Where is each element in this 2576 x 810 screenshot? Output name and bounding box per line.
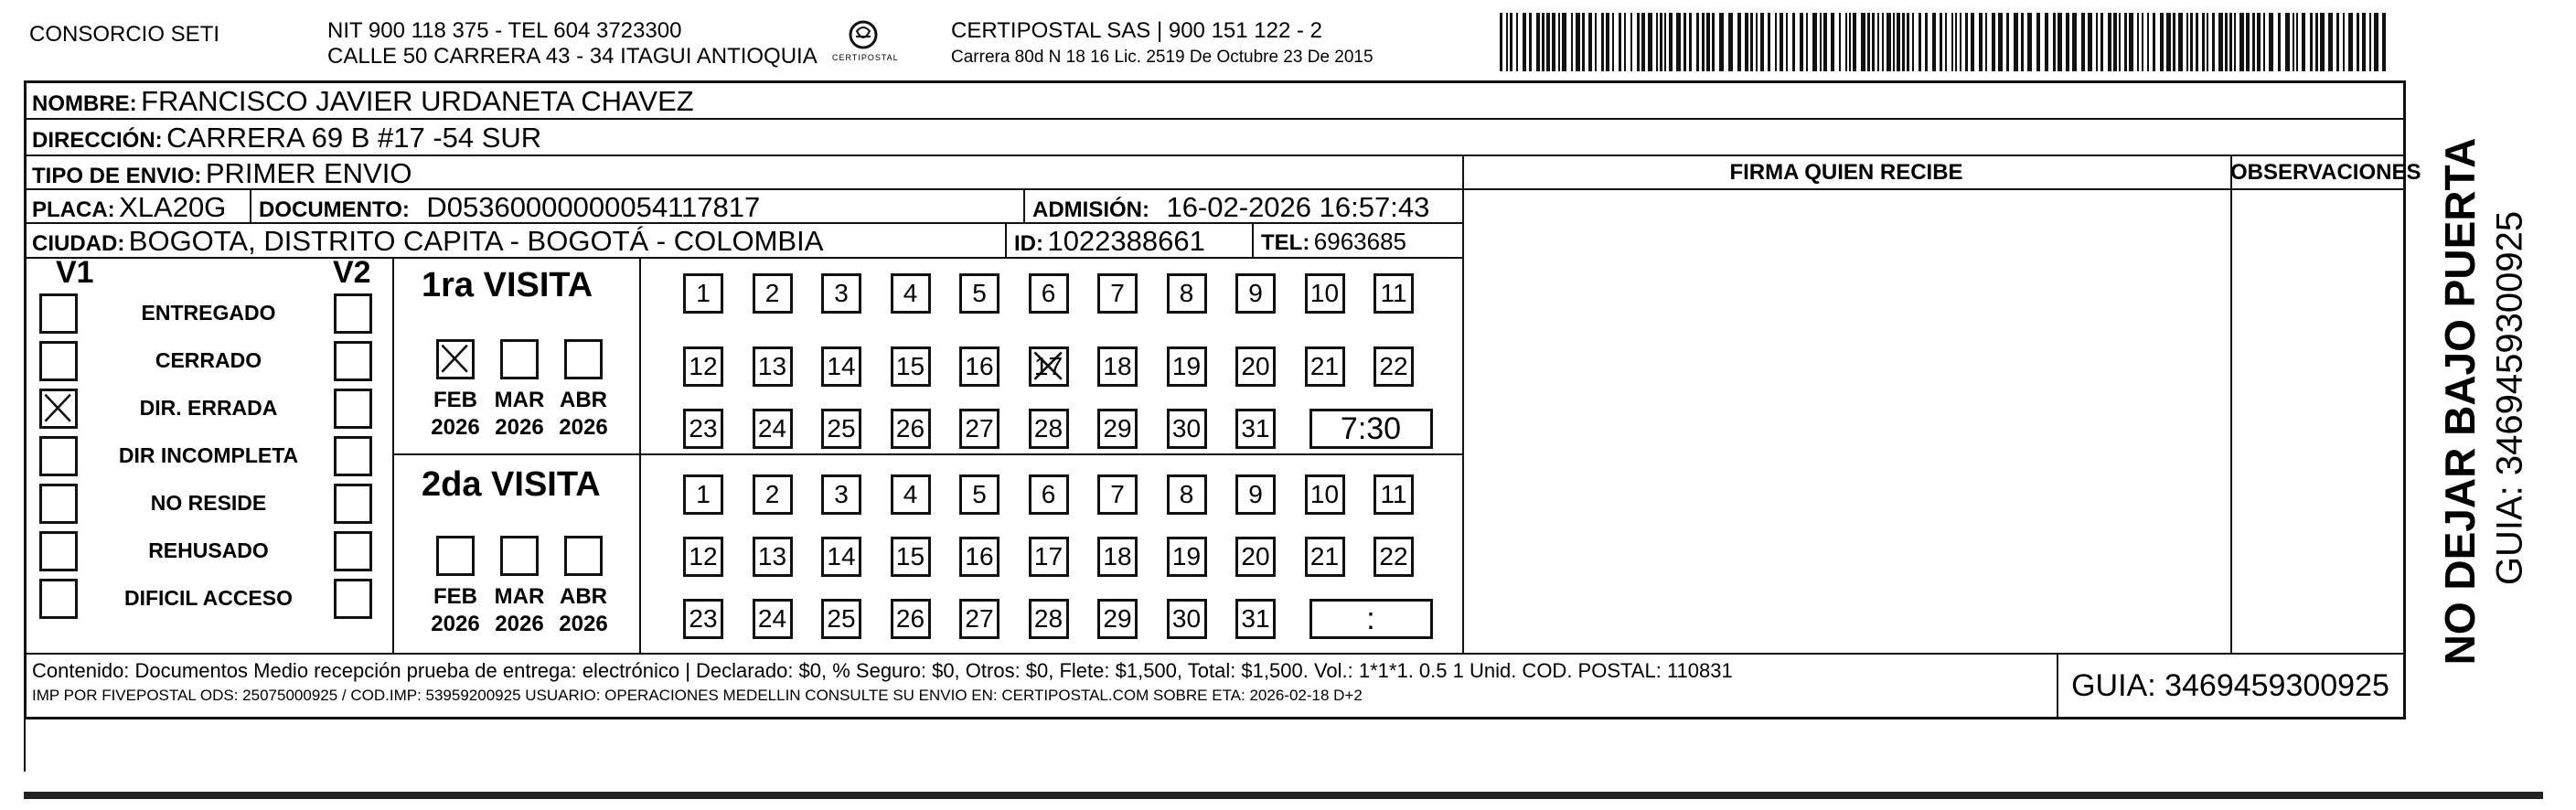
day-box[interactable]: 4 [891,474,931,515]
v2-checkbox[interactable] [334,484,372,524]
direccion-label: DIRECCIÓN: [32,128,163,153]
placa-cell [32,191,226,224]
day-box[interactable]: 6 [1029,273,1069,314]
month-year: 2026 [495,415,544,440]
day-box[interactable]: 11 [1374,474,1414,515]
direccion-value: CARRERA 69 B #17 -54 SUR [166,122,542,154]
day-box[interactable]: 1 [683,273,723,314]
month-year: 2026 [431,612,480,636]
observaciones-header: OBSERVACIONES [2230,160,2421,185]
address-line: CALLE 50 CARRERA 43 - 34 ITAGUI ANTIOQUIA [327,44,818,69]
day-box[interactable]: 5 [959,273,999,314]
day-box[interactable]: 1 [683,474,723,515]
documento-label: DOCUMENTO: [259,197,410,222]
day-box[interactable]: 14 [821,346,861,387]
day-box[interactable]: 20 [1235,537,1276,577]
day-box[interactable]: 13 [753,346,793,387]
day-box[interactable]: 29 [1097,599,1138,639]
day-box[interactable]: 24 [753,599,793,639]
nombre-row [32,85,694,118]
day-number: 17 [1033,352,1064,380]
v1-checkbox[interactable] [39,531,78,571]
day-box[interactable]: 25 [821,599,861,639]
day-box[interactable]: 4 [891,273,931,314]
admision-value: 16-02-2026 16:57:43 [1166,191,1430,223]
month-checkbox[interactable] [500,536,539,576]
day-box[interactable]: 19 [1167,346,1207,387]
ciudad-cell [32,225,823,258]
visit1-title: 1ra VISITA [422,266,593,304]
certipostal-logo [832,16,899,68]
day-box[interactable] [1029,346,1069,387]
v1-checkbox[interactable] [39,389,78,429]
ciudad-label: CIUDAD: [32,231,125,256]
day-box[interactable]: 18 [1097,346,1138,387]
v1-checkbox[interactable] [39,579,78,619]
v2-checkbox[interactable] [334,389,372,429]
month-label: FEB [433,388,477,412]
day-box[interactable]: 6 [1029,474,1069,515]
month-checkbox[interactable] [500,339,539,379]
v2-checkbox[interactable] [334,293,372,334]
v1-checkbox[interactable] [39,341,78,381]
documento-cell [259,191,760,224]
day-box[interactable]: 11 [1374,273,1414,314]
nombre-value: FRANCISCO JAVIER URDANETA CHAVEZ [141,85,694,117]
visit2-title: 2da VISITA [422,465,601,504]
day-box[interactable]: 27 [959,599,999,639]
day-box[interactable]: 27 [959,409,999,449]
month-year: 2026 [559,415,608,440]
month-checkbox[interactable] [436,536,475,576]
tel-value: 6963685 [1313,228,1407,255]
day-box[interactable]: 23 [683,409,723,449]
v1-checkbox[interactable] [39,436,78,476]
tipo-label: TIPO DE ENVIO: [32,164,202,188]
day-box[interactable]: 3 [821,273,861,314]
day-box[interactable]: 17 [1029,537,1069,577]
day-box[interactable]: 21 [1305,537,1345,577]
month-year: 2026 [559,612,608,636]
certipostal-line: CERTIPOSTAL SAS | 900 151 122 - 2 [951,18,1322,43]
status-label: DIR INCOMPLETA [118,443,299,467]
day-box[interactable]: 7 [1097,273,1138,314]
status-label: CERRADO [155,348,262,372]
v2-label: V2 [333,255,371,290]
day-box[interactable]: 10 [1305,474,1345,515]
day-box[interactable]: 5 [959,474,999,515]
day-box[interactable]: 23 [683,599,723,639]
day-box[interactable]: 2 [753,273,793,314]
status-label: REHUSADO [148,538,269,562]
v1-checkbox[interactable] [39,293,78,334]
stub-left-edge [24,719,26,772]
imp-text: IMP POR FIVEPOSTAL ODS: 25075000925 / COD.IMP: 53959200925 USUARIO: OPERACIONES MEDELLIN CONSULTE SU ENVIO EN: CERTIPOSTAL.COM SOBRE ETA: 2026-02-18 D+2 [32,687,1363,704]
nit-line: NIT 900 118 375 - TEL 604 3723300 [327,18,682,43]
day-box[interactable]: 29 [1097,409,1138,449]
day-box[interactable]: 26 [891,599,931,639]
side-guia: GUIA: 3469459300925 [2489,210,2530,586]
v2-checkbox[interactable] [334,341,372,381]
day-box[interactable]: 26 [891,409,931,449]
day-box[interactable]: 30 [1167,409,1207,449]
time-field[interactable]: 7:30 [1309,409,1433,449]
status-label: NO RESIDE [150,491,267,515]
logo-text: CERTIPOSTAL [832,53,899,62]
day-box[interactable]: 7 [1097,474,1138,515]
nombre-label: NOMBRE: [32,91,137,116]
day-box[interactable]: 3 [821,474,861,515]
day-box[interactable]: 18 [1097,537,1138,577]
x-mark-icon [42,391,75,426]
day-box[interactable]: 22 [1374,537,1414,577]
day-box[interactable]: 10 [1305,273,1345,314]
day-box[interactable]: 9 [1235,474,1276,515]
admision-cell [1032,191,1429,224]
tel-cell [1261,228,1406,256]
day-box[interactable]: 28 [1029,599,1069,639]
day-box[interactable]: 22 [1374,346,1414,387]
status-label: DIFICIL ACCESO [123,586,293,610]
day-box[interactable]: 19 [1167,537,1207,577]
side-warning: NO DEJAR BAJO PUERTA [2436,137,2484,666]
day-box[interactable]: 8 [1167,273,1207,314]
day-box[interactable]: 13 [753,537,793,577]
day-box[interactable]: 24 [753,409,793,449]
day-box[interactable]: 16 [959,537,999,577]
day-box[interactable]: 9 [1235,273,1276,314]
day-box[interactable]: 2 [753,474,793,515]
license-line: Carrera 80d N 18 16 Lic. 2519 De Octubre 23 De 2015 [951,48,1374,67]
month-year: 2026 [431,415,480,440]
v2-checkbox[interactable] [334,579,372,619]
tel-label: TEL: [1261,230,1310,255]
time-field[interactable]: : [1309,599,1433,639]
ciudad-value: BOGOTA, DISTRITO CAPITA - BOGOTÁ - COLOMBIA [128,225,824,257]
month-label: ABR [560,388,607,412]
tipo-row [32,157,412,190]
day-box[interactable]: 21 [1305,346,1345,387]
day-box[interactable]: 8 [1167,474,1207,515]
company-name: CONSORCIO SETI [29,22,220,47]
page-bottom-edge [24,792,2543,799]
delivery-form [24,80,2421,719]
barcode [1500,13,2391,71]
x-mark-icon [439,342,472,377]
tipo-value: PRIMER ENVIO [205,157,412,189]
contenido-text: Contenido: Documentos Medio recepción prueba de entrega: electrónico | Declarado: $0, % Seguro: $0, Otros: $0, Flete: $1,500, Total: $1,500. Vol.: 1*1*1. 0.5 1 Unid. COD. POSTAL: 110831 [32,659,1733,682]
day-box[interactable]: 15 [891,537,931,577]
v1-label: V1 [56,255,94,290]
direccion-row [32,122,541,155]
id-cell [1014,225,1205,258]
day-box[interactable]: 16 [959,346,999,387]
documento-value: D05360000000054117817 [426,191,761,223]
month-checkbox[interactable] [564,339,603,379]
v1-checkbox[interactable] [39,484,78,524]
placa-value: XLA20G [119,191,227,223]
barcode-graphic [1500,13,2391,71]
day-box[interactable]: 15 [891,346,931,387]
day-box[interactable]: 25 [821,409,861,449]
month-label: FEB [433,584,477,609]
id-label: ID: [1014,231,1043,256]
admision-label: ADMISIÓN: [1032,197,1149,222]
firma-header: FIRMA QUIEN RECIBE [1729,160,1963,185]
month-label: MAR [494,584,545,609]
day-box[interactable]: 28 [1029,409,1069,449]
day-box[interactable]: 20 [1235,346,1276,387]
day-box[interactable]: 30 [1167,599,1207,639]
month-checkbox[interactable] [436,339,475,379]
day-box[interactable]: 12 [683,537,723,577]
month-checkbox[interactable] [564,536,603,576]
guia-box: GUIA: 3469459300925 [2071,668,2389,703]
month-year: 2026 [495,612,544,636]
placa-label: PLACA: [32,197,115,222]
id-value: 1022388661 [1047,225,1205,257]
month-label: MAR [494,388,545,412]
month-label: ABR [560,584,607,609]
status-label: ENTREGADO [141,301,276,325]
day-box[interactable]: 31 [1235,599,1276,639]
day-box[interactable]: 12 [683,346,723,387]
status-label: DIR. ERRADA [139,396,278,420]
v2-checkbox[interactable] [334,531,372,571]
v2-checkbox[interactable] [334,436,372,476]
day-box[interactable]: 31 [1235,409,1276,449]
day-box[interactable]: 14 [821,537,861,577]
